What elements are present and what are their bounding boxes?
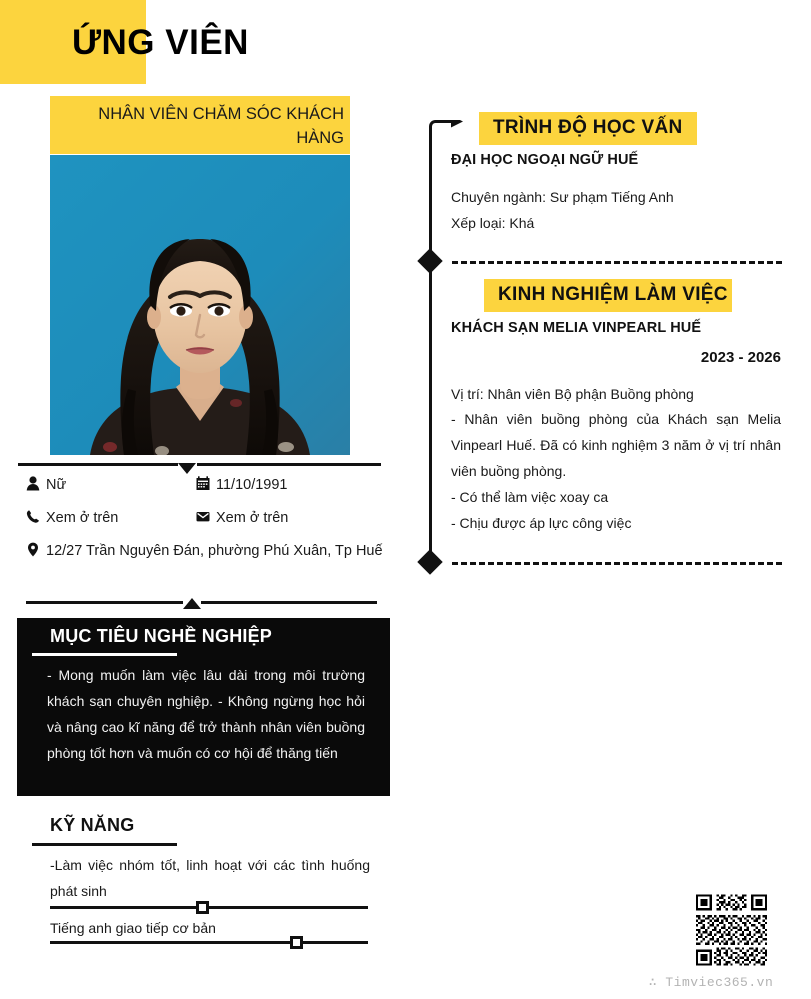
education-major: Chuyên ngành: Sư phạm Tiếng Anh <box>451 189 674 205</box>
skill-bar-0[interactable] <box>50 906 368 909</box>
education-heading: TRÌNH ĐỘ HỌC VẤN <box>493 117 683 138</box>
timeline-marker-education <box>417 248 442 273</box>
brand-watermark: ∴ Timviec365.vn <box>648 975 774 990</box>
contact-dob <box>190 475 288 495</box>
education-school: ĐẠI HỌC NGOẠI NGỮ HUẾ <box>451 152 639 168</box>
skill-knob-0[interactable] <box>196 901 209 914</box>
qr-code-icon[interactable] <box>693 892 770 968</box>
contact-address-value: 12/27 Trần Nguyên Đán, phường Phú Xuân, Tp Huế <box>46 543 383 559</box>
timeline-arrow-icon <box>429 120 455 132</box>
experience-detail-1: - Có thể làm việc xoay ca <box>451 489 609 505</box>
phone-icon <box>20 508 46 524</box>
timeline-separator-2 <box>452 562 782 565</box>
skills-underline <box>32 843 177 846</box>
experience-heading-highlight <box>484 279 732 312</box>
objective-divider-left <box>26 601 183 604</box>
career-objective-body: - Mong muốn làm việc lâu dài trong môi trường khách sạn chuyên nghiệp. - Không ngừng học hỏi và nâng cao kĩ năng để trở thành nhân viên buồng phòng tốt hơn và muốn có cơ hội để thăng tiến <box>47 667 365 761</box>
skill-bar-1[interactable] <box>50 941 368 944</box>
contact-phone-value: Xem ở trên <box>46 510 119 526</box>
contact-row-gender-dob <box>20 475 390 495</box>
divider-triangle-up-icon <box>183 598 201 609</box>
job-title-banner <box>50 96 350 154</box>
career-objective-underline <box>32 653 177 656</box>
location-pin-icon <box>20 541 46 557</box>
contact-address <box>20 541 386 561</box>
experience-heading: KINH NGHIỆM LÀM VIỆC <box>498 284 728 305</box>
experience-detail-2: - Chịu được áp lực công việc <box>451 515 632 531</box>
contact-row-phone-email <box>20 508 390 528</box>
experience-detail-0: - Nhân viên buồng phòng của Khách sạn Melia Vinpearl Huế. Đã có kinh nghiệm 3 năm ở vị trí nhân viên buồng phòng. <box>451 411 781 479</box>
contact-gender-value: Nữ <box>46 477 67 493</box>
contact-phone[interactable] <box>20 508 190 528</box>
avatar <box>50 155 350 455</box>
education-grade: Xếp loại: Khá <box>451 215 535 231</box>
skill-knob-1[interactable] <box>290 936 303 949</box>
contact-email-value: Xem ở trên <box>216 510 289 526</box>
timeline-axis <box>429 128 432 566</box>
objective-divider-right <box>201 601 377 604</box>
person-icon <box>20 475 46 491</box>
page-title: ỨNG VIÊN <box>72 23 249 62</box>
experience-company: KHÁCH SẠN MELIA VINPEARL HUẾ <box>451 320 702 336</box>
contact-list <box>20 475 390 574</box>
calendar-icon <box>190 475 216 491</box>
experience-position: Vị trí: Nhân viên Bộ phận Buồng phòng <box>451 386 694 402</box>
skill-label-0: -Làm việc nhóm tốt, linh hoạt với các tình huống phát sinh <box>50 857 370 899</box>
divider-triangle-down-icon <box>178 463 196 474</box>
job-title-text: NHÂN VIÊN CHĂM SÓC KHÁCH HÀNG <box>98 105 344 147</box>
envelope-icon <box>190 508 216 524</box>
skill-label-1: Tiếng anh giao tiếp cơ bản <box>50 920 216 936</box>
skills-title: KỸ NĂNG <box>50 815 135 835</box>
timeline-separator-1 <box>452 261 782 264</box>
contact-email[interactable] <box>190 508 288 528</box>
experience-date: 2023 - 2026 <box>700 349 781 366</box>
career-objective-title: MỤC TIÊU NGHỀ NGHIỆP <box>50 626 273 646</box>
contact-dob-value: 11/10/1991 <box>216 477 288 493</box>
timeline-marker-experience <box>417 549 442 574</box>
contact-row-address <box>20 541 390 561</box>
photo-divider-right <box>197 463 381 466</box>
education-heading-highlight <box>479 112 697 145</box>
photo-divider-left <box>18 463 178 466</box>
contact-gender <box>20 475 190 495</box>
